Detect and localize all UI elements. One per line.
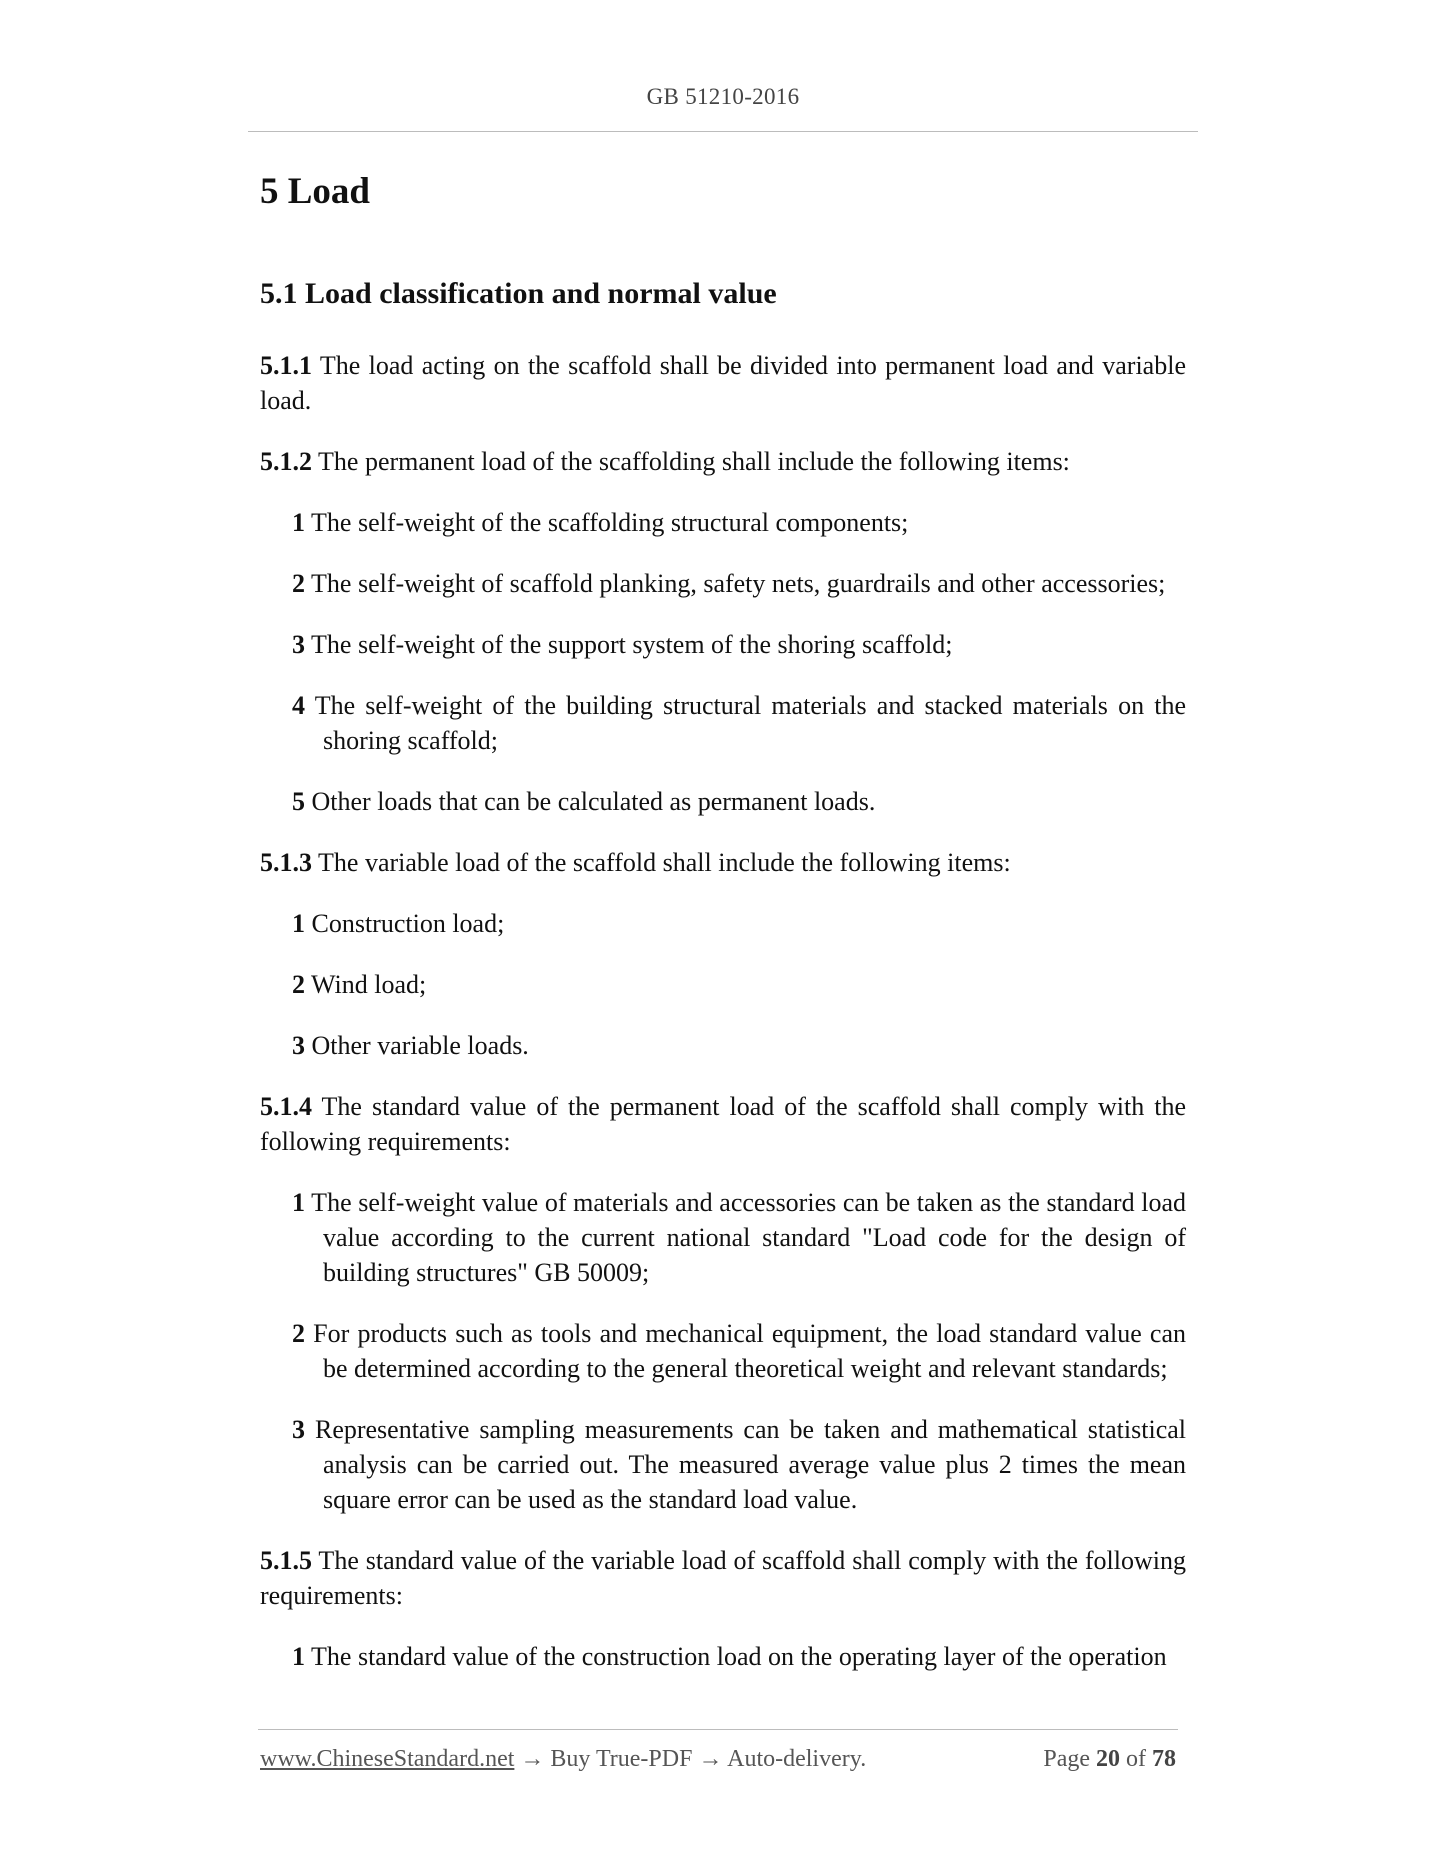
page-number: 20 [1096,1746,1120,1772]
clause-5-1-2 [260,444,1186,479]
page-label: Page [1043,1746,1096,1772]
clause-5-1-3 [260,845,1186,880]
clause-5-1-1 [260,348,1186,418]
item-text: Other variable loads. [305,1031,529,1061]
clause-text: The variable load of the scaffold shall include the following items: [312,848,1011,878]
running-header: GB 51210-2016 [646,84,800,109]
item-number: 3 [292,630,305,660]
item-text: Wind load; [305,970,427,1000]
list-item [292,627,1186,662]
list-item [292,1028,1186,1063]
clause-number: 5.1.2 [260,447,312,477]
item-text: For products such as tools and mechanical equipment, the load standard value can be determined according to the general theoretical weight and relevant standards; [305,1319,1186,1384]
item-text: The self-weight of the scaffolding structural components; [305,508,909,538]
section-title: 5.1 Load classification and normal value [260,277,777,311]
list-item [292,1316,1186,1386]
item-text: The self-weight of scaffold planking, safety nets, guardrails and other accessories; [305,569,1166,599]
of-label: of [1120,1746,1152,1772]
list-item [292,1639,1186,1674]
clause-5-1-5 [260,1543,1186,1613]
clause-5-1-4 [260,1089,1186,1159]
item-number: 3 [292,1415,305,1445]
promo-text: → Buy True-PDF → Auto-delivery. [514,1746,867,1772]
item-number: 1 [292,909,305,939]
list-item [292,784,1186,819]
item-number: 1 [292,508,305,538]
item-number: 3 [292,1031,305,1061]
item-text: The standard value of the construction load on the operating layer of the operation [305,1642,1167,1672]
footer-divider [258,1729,1178,1730]
page-indicator [1043,1746,1176,1773]
item-number: 2 [292,569,305,599]
item-text: The self-weight of the support system of the shoring scaffold; [305,630,953,660]
item-text: The self-weight of the building structural materials and stacked materials on the shoring scaffold; [305,691,1186,756]
clause-text: The permanent load of the scaffolding shall include the following items: [312,447,1070,477]
clause-number: 5.1.3 [260,848,312,878]
clause-number: 5.1.1 [260,351,312,381]
item-text: Representative sampling measurements can be taken and mathematical statistical analysis can be carried out. The measured average value plus 2 times the mean square error can be used as the standard load value. [305,1415,1186,1515]
chapter-title: 5 Load [260,171,371,212]
item-number: 1 [292,1642,305,1672]
list-item [292,906,1186,941]
list-item [292,505,1186,540]
item-number: 2 [292,1319,305,1349]
item-text: Construction load; [305,909,505,939]
list-item [292,688,1186,758]
list-item [292,1412,1186,1517]
list-item [292,566,1186,601]
item-number: 2 [292,970,305,1000]
item-text: Other loads that can be calculated as permanent loads. [305,787,876,817]
item-text: The self-weight value of materials and accessories can be taken as the standard load value according to the current national standard "Load code for the design of building structures" GB 50009; [305,1188,1186,1288]
clause-text: The standard value of the variable load of scaffold shall comply with the following requirements: [260,1546,1186,1611]
page-total: 78 [1152,1746,1176,1772]
header-divider [248,131,1198,132]
site-link[interactable]: www.ChineseStandard.net [260,1746,515,1772]
clause-text: The standard value of the permanent load of the scaffold shall comply with the following requirements: [260,1092,1186,1157]
clause-text: The load acting on the scaffold shall be divided into permanent load and variable load. [260,351,1186,416]
item-number: 1 [292,1188,305,1218]
clause-number: 5.1.4 [260,1092,312,1122]
footer-promo [260,1746,866,1773]
item-number: 4 [292,691,305,721]
clause-number: 5.1.5 [260,1546,312,1576]
item-number: 5 [292,787,305,817]
list-item [292,1185,1186,1290]
page-body [260,170,1186,1700]
list-item [292,967,1186,1002]
